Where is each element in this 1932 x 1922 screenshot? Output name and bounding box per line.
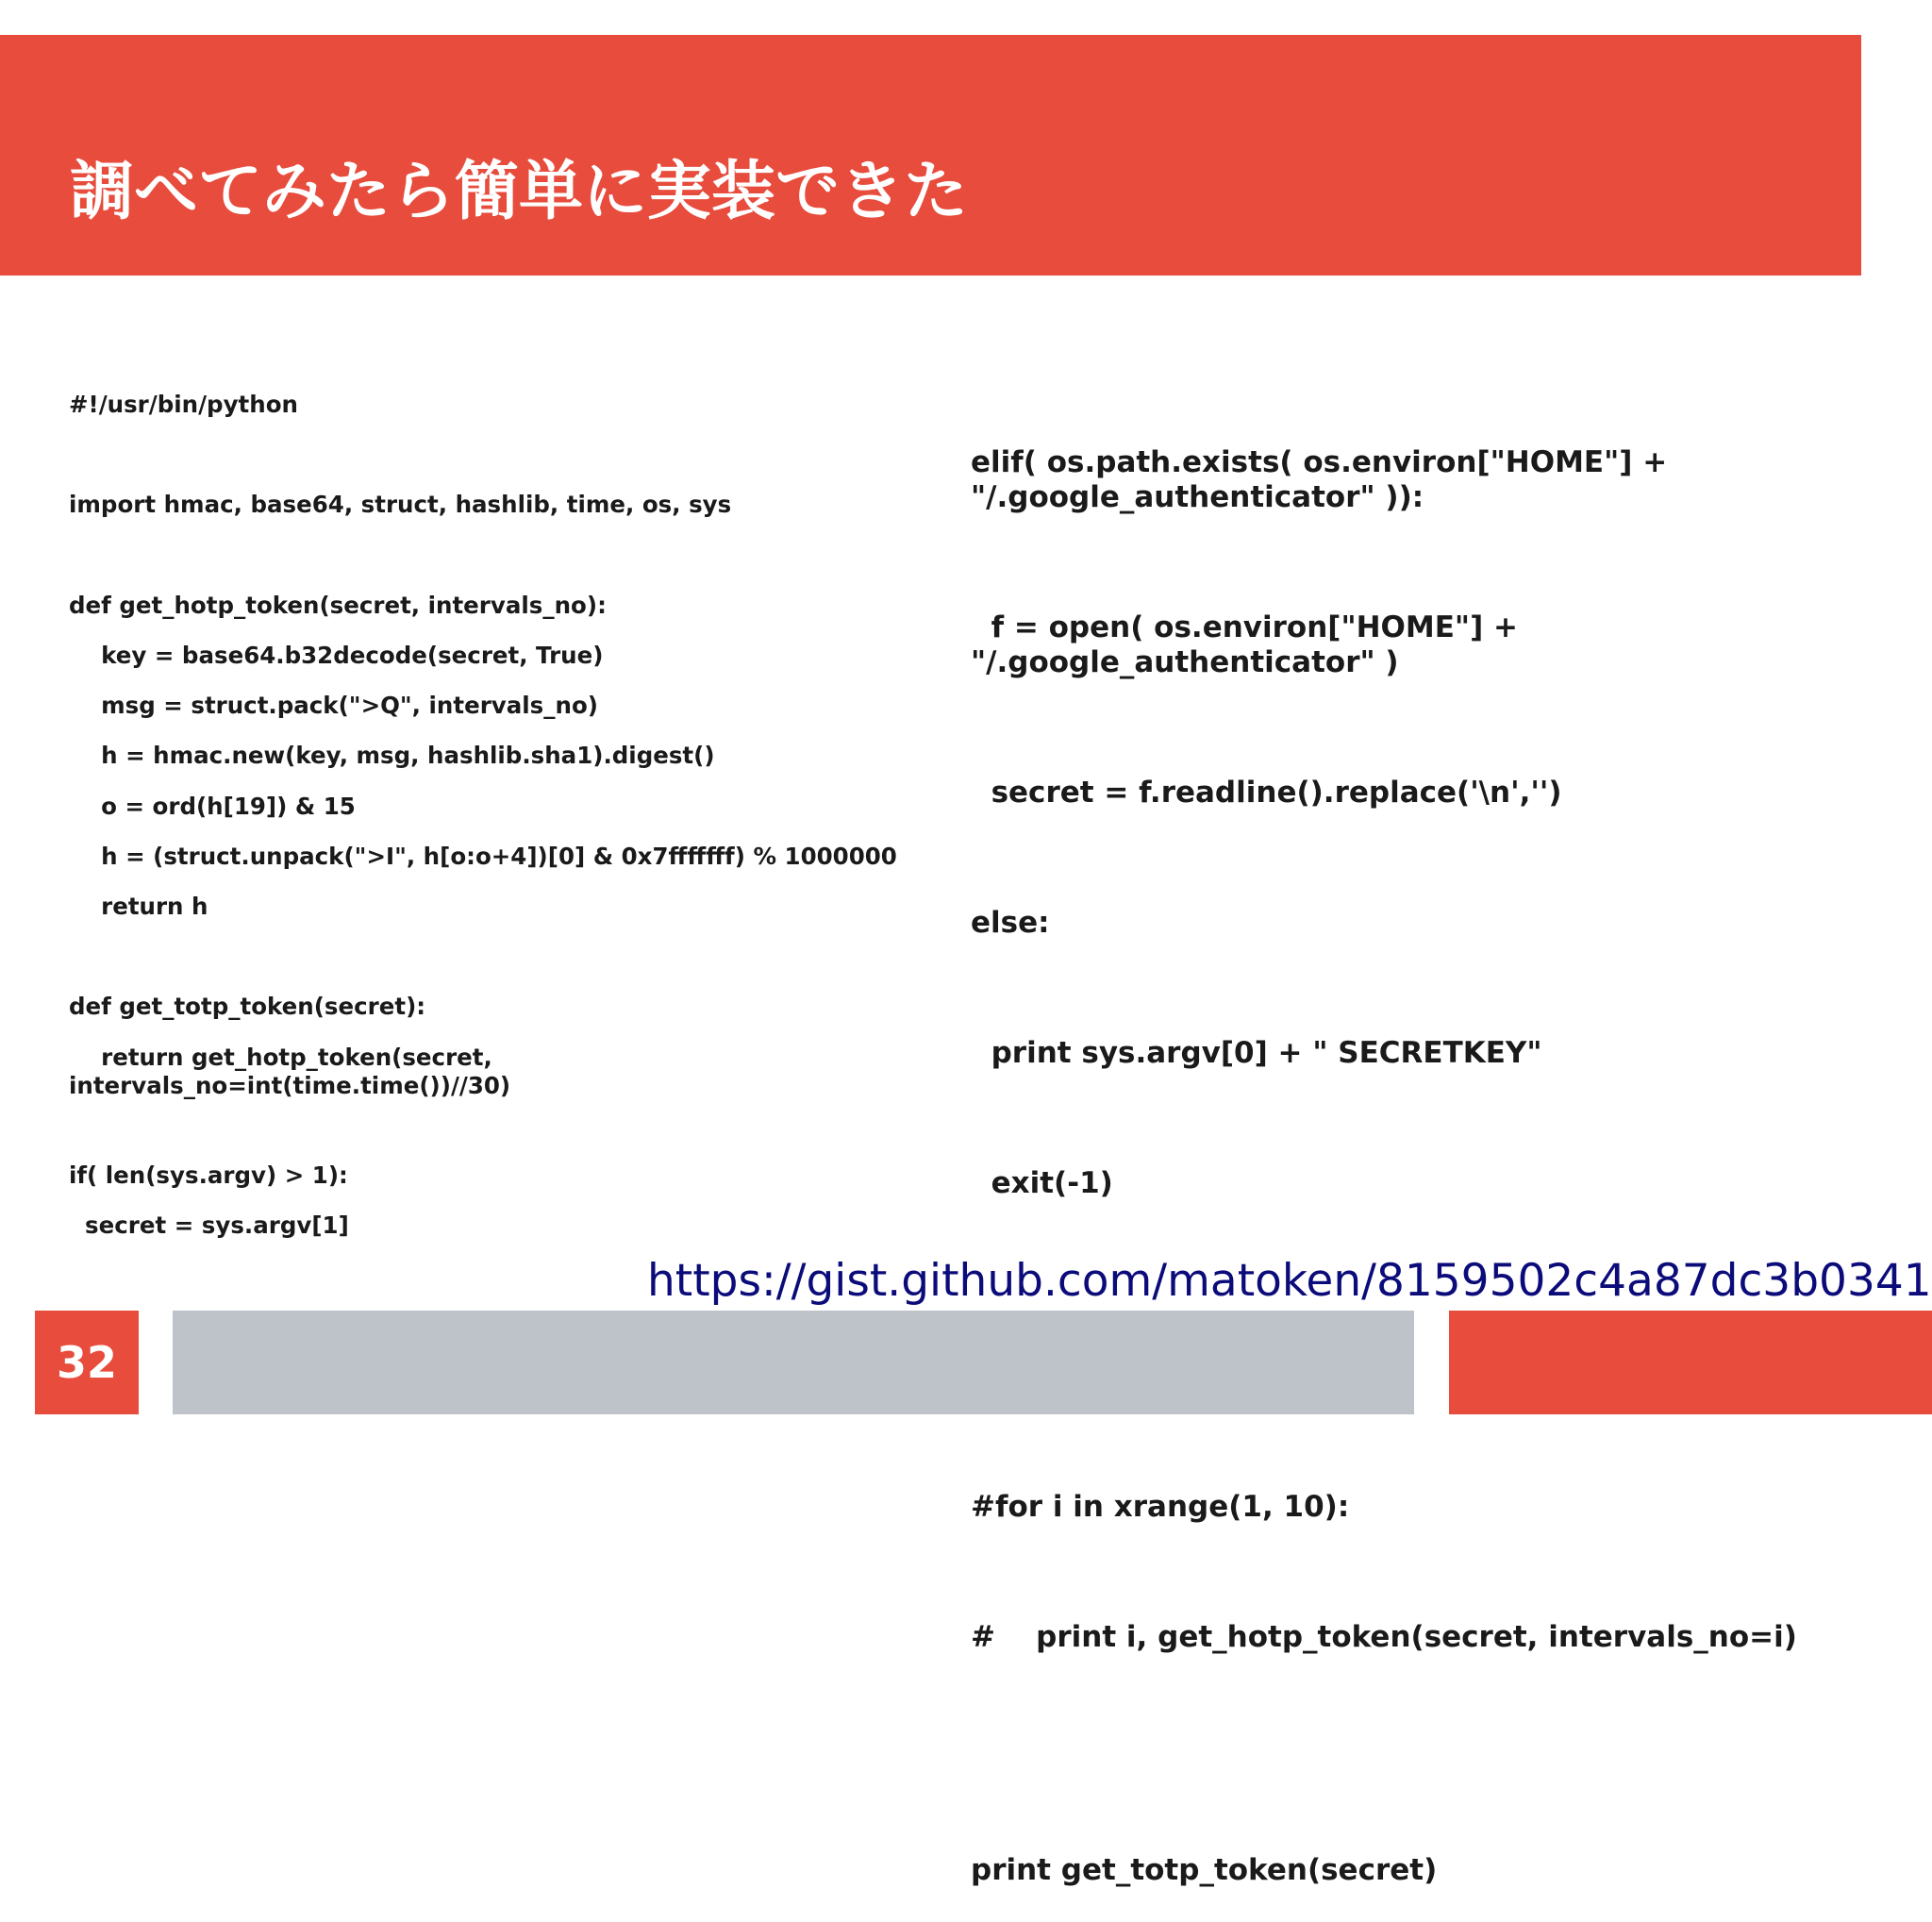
code-line: print sys.argv[0] + " SECRETKEY" [971,1036,1542,1070]
page-number-box [35,1311,139,1414]
code-line: exit(-1) [971,1166,1113,1200]
code-line: def get_hotp_token(secret, intervals_no): [69,591,607,619]
code-line: secret = f.readline().replace('\n','') [971,776,1562,810]
code-line [971,1750,1797,1785]
slide-title: 調べてみたら簡単に実装できた [70,155,969,229]
code-line: #for i in xrange(1, 10): [971,1490,1350,1524]
code-line: key = base64.b32decode(secret, True) [69,642,604,670]
code-line: def get_totp_token(secret): [69,993,426,1021]
code-line-wrapped: return get_hotp_token(secret, intervals_no=int(time.time())//30) [69,1043,511,1099]
code-line: else: [971,906,1050,940]
code-line: print get_totp_token(secret) [971,1853,1438,1887]
code-line: secret = sys.argv[1] [69,1212,349,1240]
code-line: return h [69,893,208,921]
code-line: import hmac, base64, struct, hashlib, time, os, sys [69,491,732,519]
code-line: if( len(sys.argv) > 1): [69,1161,348,1189]
footer-gray-bar [173,1311,1414,1414]
code-block-right [971,377,1797,1922]
code-line: h = (struct.unpack(">I", h[o:o+4])[0] & 0x7fffffff) % 1000000 [69,842,897,870]
footer-red-bar [1449,1311,1932,1414]
code-line: # print i, get_hotp_token(secret, intervals_no=i) [971,1620,1797,1654]
code-line: o = ord(h[19]) & 15 [69,792,356,820]
code-line: msg = struct.pack(">Q", intervals_no) [69,692,598,720]
page-number: 32 [56,1337,117,1388]
code-line-wrapped: elif( os.path.exists( os.environ["HOME"] + "/.google_authenticator" )): [971,445,1668,514]
gist-link[interactable]: https://gist.github.com/matoken/8159502c4a87dc3b0341 [647,1255,1932,1307]
code-block-left [69,379,897,1250]
code-line: #!/usr/bin/python [69,391,298,418]
code-line: h = hmac.new(key, msg, hashlib.sha1).digest() [69,742,715,770]
code-line-wrapped: f = open( os.environ["HOME"] + "/.google_authenticator" ) [971,610,1519,679]
